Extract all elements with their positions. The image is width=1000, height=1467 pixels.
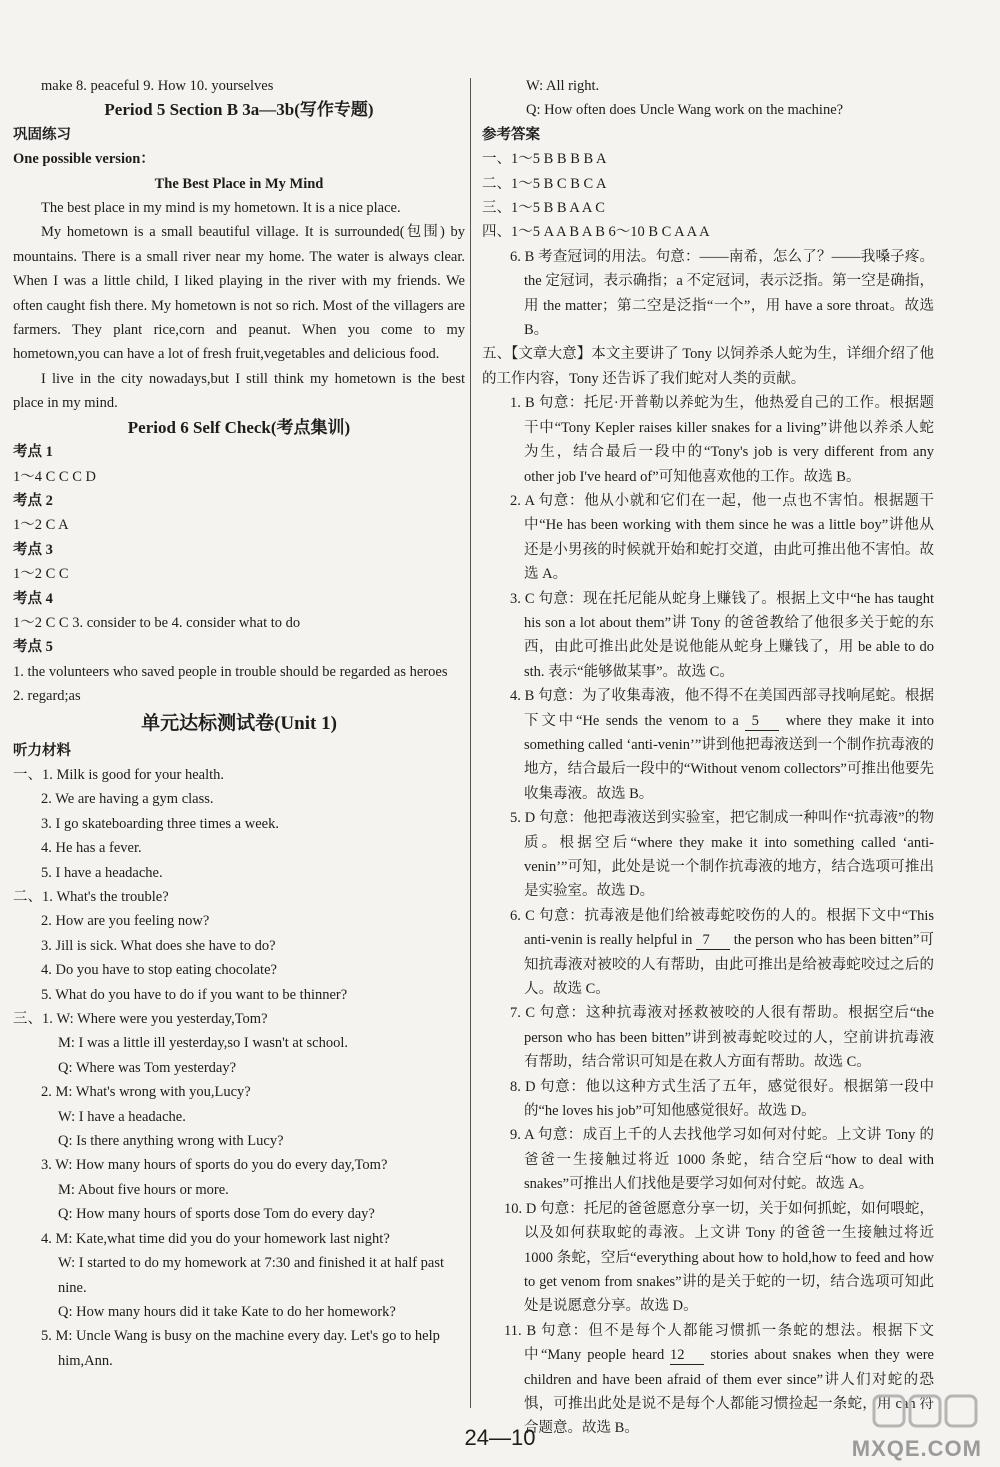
blank-number: 5: [745, 712, 779, 731]
listening-line: Q: How often does Uncle Wang work on the machine?: [526, 102, 844, 119]
explanation-text: 6. C 句意：抗毒液是他们给被毒蛇咬伤的人的。根据下文中“This anti-venin is really helpful in: [510, 907, 934, 949]
listening-line: 2. M: What's wrong with you,Lucy?: [41, 1084, 251, 1101]
explanation: 5. D 句意：他把毒液送到实验室，把它制成一种叫作“抗毒液”的物质。根据空后“where they make it into something called ‘anti-venin’”可知，此处是说一个制作抗毒液的地方，结合选项可推出是实验室。故选 D。: [510, 810, 934, 900]
essay-paragraph: The best place in my mind is my hometown. It is a nice place.: [41, 200, 401, 217]
listening-line: Q: How many hours of sports dose Tom do every day?: [58, 1206, 375, 1223]
column-divider: [470, 78, 471, 1408]
explanation: 2. A 句意：他从小就和它们在一起，他一点也不害怕。根据题干中“He has been working with them since he was a little boy”讲他从还是小男孩的时候就开始和蛇打交道，由此可推出他不害怕。故选 A。: [510, 492, 934, 583]
listening-line: M: I was a little ill yesterday,so I wasn't at school.: [58, 1035, 348, 1052]
answer-line: 四、1～5 A A B A B 6～10 B C A A A: [482, 224, 710, 241]
listening-line: 5. M: Uncle Wang is busy on the machine every day. Let's go to help: [41, 1328, 440, 1345]
listening-line: Q: Where was Tom yesterday?: [58, 1059, 237, 1076]
answer-line: 二、1～5 B C B C A: [482, 175, 607, 192]
listening-line: 二、1. What's the trouble?: [13, 889, 169, 905]
section-heading: Period 6 Self Check(考点集训): [127, 417, 351, 437]
page-number: 24—10: [464, 1425, 536, 1450]
listening-line: 2. How are you feeling now?: [41, 913, 210, 930]
listening-line: 3. I go skateboarding three times a week.: [41, 815, 279, 832]
explanation: 9. A 句意：成百上千的人去找他学习如何对付蛇。上文讲 Tony 的爸爸一生接触过将近 1000 条蛇，结合空后“how to deal with snakes”可推出人们找他是要学习如何对付蛇。故选 A。: [510, 1127, 934, 1193]
subheading: One possible version：: [13, 151, 155, 168]
listening-line: W: I started to do my homework at 7:30 and finished it at half past: [58, 1255, 445, 1272]
answer-line: 1. the volunteers who saved people in trouble should be regarded as heroes: [13, 663, 448, 680]
listening-line: Q: How many hours did it take Kate to do her homework?: [58, 1303, 396, 1320]
subheading: 参考答案: [482, 126, 540, 143]
listening-line: 3. Jill is sick. What does she have to do?: [41, 937, 276, 954]
listening-line: 3. W: How many hours of sports do you do every day,Tom?: [41, 1157, 388, 1174]
listening-line: 5. I have a headache.: [41, 864, 163, 881]
explanation: 7. C 句意：这种抗毒液对拯救被咬的人很有帮助。根据空后“the person who has been bitten”讲到被毒蛇咬过的人，空前讲抗毒液有帮助，结合常识可知是在救人方面有帮助。故选 C。: [510, 1005, 934, 1071]
explanation: 10. D 句意：托尼的爸爸愿意分享一切，关于如何抓蛇，如何喂蛇，以及如何获取蛇的毒液。上文讲 Tony 的爸爸一生接触过将近 1000 条蛇，空后“everything about how to hold,how to feed and how to get venom from snakes”讲的是关于蛇的一切，结合选项可知此处是说愿意分享。故选 D。: [504, 1200, 934, 1315]
essay-paragraph: [13, 220, 465, 366]
subheading: 巩固练习: [13, 126, 71, 143]
answer-line: 1～2 C C 3. consider to be 4. consider what to do: [13, 614, 301, 631]
listening-line: W: I have a headache.: [58, 1108, 186, 1125]
explanation: 3. C 句意：现在托尼能从蛇身上赚钱了。根据上文中“he has taught his son a lot about them”讲 Tony 的爸爸教给了他很多关于蛇的东西，由此可推出此处是说他能从蛇身上赚钱了，用 be able to do sth. 表示“能够做某事”。故选 C。: [510, 590, 934, 680]
explanation: 五、【文章大意】本文主要讲了 Tony 以饲养杀人蛇为生，详细介绍了他的工作内容，Tony 还告诉了我们蛇对人类的贡献。: [482, 346, 934, 387]
explanation-text: stories about snakes when they were children and have been afraid of them ever since”讲人们对蛇的恐惧，可推出此处是说不是每个人都能习惯捡起一条蛇，用 can 符合题意。故选 B。: [524, 1347, 934, 1437]
blank-number: 12: [670, 1346, 704, 1365]
explanation: 6. B 考查冠词的用法。句意：——南希，怎么了？——我嗓子疼。the 定冠词，表示确指；a 不定冠词，表示泛指。第一空是确指，用 the matter；第二空是泛指“一个”，用 have a sore throat。故选 B。: [510, 248, 934, 339]
point-label: 考点 3: [13, 541, 53, 558]
point-label: 考点 2: [13, 492, 53, 509]
answer-line: make 8. peaceful 9. How 10. yourselves: [41, 78, 274, 94]
blank-number: 7: [696, 931, 730, 950]
explanation: [482, 684, 934, 806]
listening-line: M: About five hours or more.: [58, 1181, 229, 1198]
listening-line: 4. Do you have to stop eating chocolate?: [41, 962, 277, 979]
listening-line: him,Ann.: [58, 1352, 113, 1369]
section-heading: Period 5 Section B 3a—3b(写作专题): [104, 100, 374, 120]
listening-line: 4. He has a fever.: [41, 840, 142, 857]
point-label: 考点 1: [13, 444, 53, 461]
point-label: 考点 5: [13, 639, 53, 656]
right-column: [482, 74, 934, 1441]
listening-line: 4. M: Kate,what time did you do your homework last night?: [41, 1230, 390, 1247]
explanation: [482, 1319, 934, 1441]
explanation-text: 11. B 句意：但不是每个人都能习惯抓一条蛇的想法。根据下文中“Many people heard: [504, 1322, 934, 1364]
explanation: 1. B 句意：托尼·开普勒以养蛇为生，他热爱自己的工作。根据题干中“Tony Kepler raises killer snakes for a living”讲他以养杀人蛇为生，结合最后一段中的“Tony's job is very different from any other job I've heard of”可知他喜欢他的工作。故选 B。: [510, 395, 934, 485]
left-column: [13, 74, 465, 1373]
essay-paragraph: [13, 367, 465, 416]
essay-title: The Best Place in My Mind: [154, 175, 324, 192]
answer-line: 1～4 C C C D: [13, 468, 96, 485]
listening-line: 三、1. W: Where were you yesterday,Tom?: [13, 1011, 268, 1028]
answer-line: 1～2 C C: [13, 566, 69, 583]
listening-line: Q: Is there anything wrong with Lucy?: [58, 1133, 284, 1150]
point-label: 考点 4: [13, 590, 53, 607]
explanation-text: 4. B 句意：为了收集毒液，他不得不在美国西部寻找响尾蛇。根据下文中“He sends the venom to a: [510, 688, 934, 729]
explanation: 8. D 句意：他以这种方式生活了五年，感觉很好。根据第一段中的“he loves his job”可知他感觉很好。故选 D。: [510, 1078, 934, 1120]
unit-test-title: 单元达标测试卷(Unit 1): [141, 712, 337, 734]
listening-line: 一、1. Milk is good for your health.: [13, 766, 225, 783]
explanation: [482, 904, 934, 1002]
watermark-text: MXQE.COM: [851, 1436, 982, 1461]
explanation-text: where they make it into something called ‘anti-venin’”讲到他把毒液送到一个制作抗毒液的地方，结合最后一段中的“Without venom collectors”可推出他要先收集毒液。故选 B。: [524, 712, 934, 802]
answer-line: 一、1～5 B B B B A: [482, 151, 607, 168]
essay-text: I live in the city nowadays,but I still think my hometown is the best place in my mind.: [13, 370, 465, 412]
explanation-text: the person who has been bitten”可知抗毒液对被咬的人有帮助，由此可推出是给被毒蛇咬过之后的人。故选 C。: [524, 932, 934, 998]
answer-line: 2. regard;as: [13, 688, 81, 705]
answer-line: 1～2 C A: [13, 517, 69, 534]
essay-text: My hometown is a small beautiful village. It is surrounded(包围) by mountains. There is a small river near my home. The water is always clear. When I was a little child, I liked playing in the river with my friends. We often caught fish there. My hometown is not so rich. Most of the villagers are farmers. They plant rice,corn and peanut. When you come to my hometown,you can have a lot of fresh fruit,vegetables and delicious food.: [13, 224, 465, 363]
answer-line: 三、1～5 B B A A C: [482, 200, 605, 217]
listening-line: 2. We are having a gym class.: [41, 791, 214, 808]
listening-line: W: All right.: [526, 78, 600, 94]
listening-line: 5. What do you have to do if you want to be thinner?: [41, 986, 348, 1003]
subheading: 听力材料: [13, 742, 71, 759]
listening-line: nine.: [58, 1279, 87, 1296]
